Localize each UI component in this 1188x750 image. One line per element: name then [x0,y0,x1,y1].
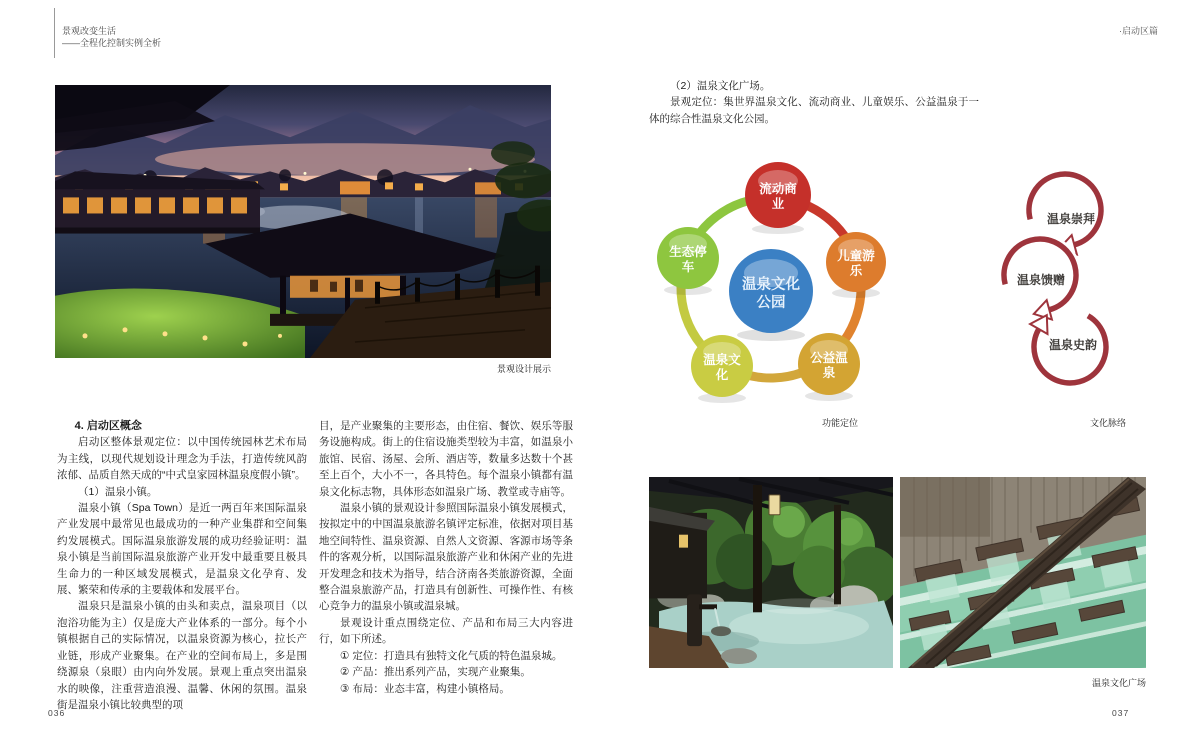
svg-text:乐: 乐 [849,264,863,278]
paragraph: 温泉小镇的景观设计参照国际温泉小镇发展模式，按拟定中的中国温泉旅游名镇评定标准，依据对项目基地空间特性、温泉资源、自然人文资源、客源市场等条件的客观分析，以国际温泉旅游产业和休闲产业的先进开发理念和技术为指导，结合济南各类旅游资源，全面整合温泉旅游产品，打造具有创新性、可操作性、有核心竞争力的温泉小镇或温泉城。 [319,502,573,613]
svg-text:化: 化 [715,368,729,382]
svg-text:车: 车 [681,260,695,274]
diagram-node-spring-culture [691,335,753,403]
paragraph: 温泉只是温泉小镇的由头和卖点，温泉项目（以泡浴功能为主）仅是庞大产业体系的一部分。每个小镇根据自己的实际情况，以温泉资源为核心，拉长产业链，形成产业聚集。在产业的空间布局上，多是围绕源泉（泉眼）由内向外发展。景观上重点突出温泉水的映像，注重营造浪漫、温馨、休闲的氛围。温泉街是温泉小镇比较典型的项 [57,600,307,711]
culture-label-worship: 温泉崇拜 [1046,212,1096,226]
list-item: ② 产品：推出系列产品，实现产业聚集。 [340,666,531,679]
page-number-left: 036 [48,708,66,718]
section-heading: 4. 启动区概念 [74,420,142,432]
list-item: ③ 布局：业态丰富，构建小镇格局。 [340,682,510,695]
paragraph: 景观定位：集世界温泉文化、流动商业、儿童娱乐、公益温泉于一体的综合性温泉文化公园。 [649,96,979,125]
diagram-node-eco-parking [657,227,719,295]
svg-text:公益温: 公益温 [810,351,848,365]
svg-text:温泉文: 温泉文 [703,353,741,367]
book-header [62,25,161,49]
svg-text:泉: 泉 [822,366,836,380]
lantern [769,495,780,515]
diagram-center-node [729,249,813,341]
caption-culture-diagram: 文化脉络 [1089,418,1126,428]
culture-diagram [985,160,1155,405]
svg-text:温泉文化: 温泉文化 [742,277,800,293]
left-arcade-building [55,171,265,233]
terraced-pools-photo [900,477,1146,668]
caption-function-diagram: 功能定位 [821,418,858,428]
list-item: ① 定位：打造具有独特文化气质的特色温泉城。 [340,649,563,662]
svg-text:公园: 公园 [756,295,786,311]
svg-text:流动商: 流动商 [759,182,797,196]
culture-label-gift: 温泉馈赠 [1016,273,1066,287]
chapter-label: ·启动区篇 [1119,26,1158,36]
paragraph: 启动区整体景观定位：以中国传统园林艺术布局为主线，以现代规划设计理念为手法，打造传统风韵浓郁、品质自然天成的“中式皇家园林温泉度假小镇”。 [57,436,307,482]
photo-caption-right: 温泉文化广场 [1091,678,1146,688]
text-column-1 [57,418,307,713]
book-title: 景观改变生活 [62,26,117,36]
function-diagram [645,150,900,412]
book-subtitle: ——全程化控制实例全析 [62,38,162,48]
svg-text:业: 业 [771,197,785,211]
paragraph: 景观设计重点围绕定位、产品和布局三大内容进行，如下所述。 [319,616,573,646]
text-column-2 [319,418,573,697]
resort-night-photo [55,85,551,358]
page-number-right: 037 [1112,708,1130,718]
right-intro-text [649,78,979,127]
sub-heading: （2）温泉文化广场。 [670,80,771,92]
photo-caption-left: 景观设计展示 [496,364,551,374]
diagram-node-mobile-commerce [745,162,811,234]
paragraph: 温泉小镇（Spa Town）是近一两百年来国际温泉产业发展中最常见也最成功的一种产业集群和空间集约发展模式。国际温泉旅游发展的成功经验证明：温泉小镇是当前国际温泉旅游产业开发中最重要且极具生命力的一种区域发展模式，是温泉文化孕育、发展、繁荣和传承的主要载体和发展平台。 [57,502,307,597]
header-rule [54,8,55,58]
diagram-node-kids-play [826,232,886,298]
wall-left [649,507,715,599]
svg-text:生态停: 生态停 [669,245,707,259]
culture-label-history: 温泉史韵 [1048,338,1098,352]
diagram-node-public-spring [798,333,860,401]
onsen-photo [649,477,893,668]
sub-heading: （1）温泉小镇。 [78,485,158,498]
paragraph: 目，是产业聚集的主要形态，由住宿、餐饮、娱乐等服务设施构成。街上的住宿设施类型较为丰富，如温泉小旅馆、民宿、汤屋、会所、酒店等，数量多达数十个甚至上百个，大小不一，各具特色。每个温泉小镇都有温泉文化标志物，具体形态如温泉广场、教堂或寺庙等。 [319,420,573,498]
svg-text:儿童游: 儿童游 [837,249,875,263]
